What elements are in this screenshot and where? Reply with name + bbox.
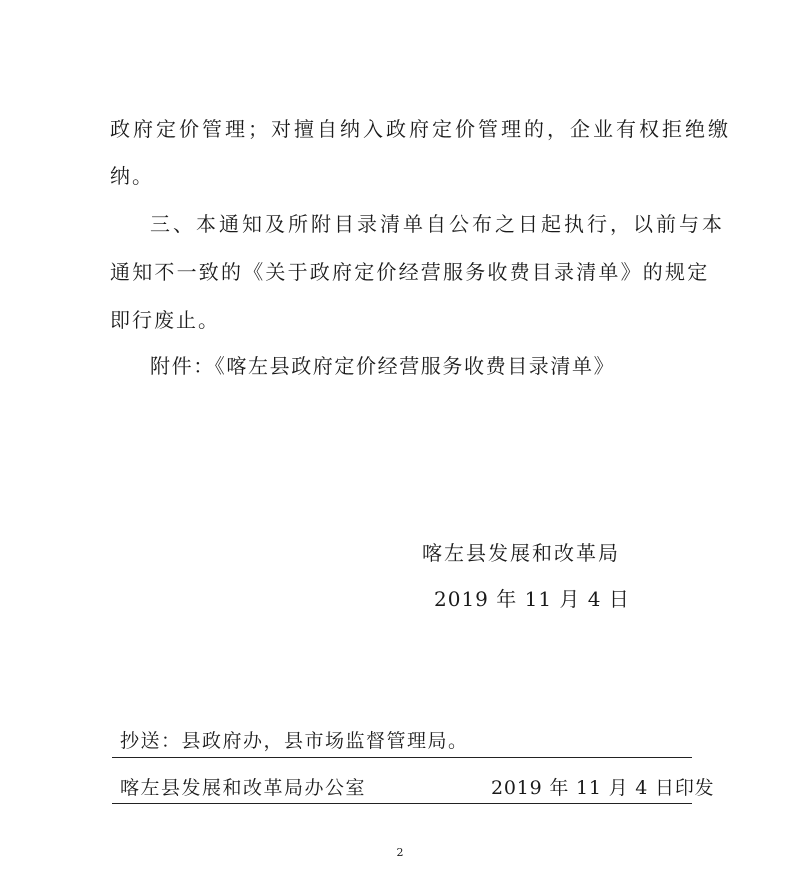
- paragraph-1-line-1: 政府定价管理；对擅自纳入政府定价管理的，企业有权拒绝缴: [110, 117, 731, 141]
- paragraph-1-line-2: 纳。: [110, 164, 154, 188]
- issue-date: 2019 年 11 月 4 日印发: [491, 777, 715, 799]
- issuing-office: 喀左县发展和改革局办公室: [120, 777, 367, 799]
- footer-divider-bottom: [112, 803, 692, 804]
- cc-line: 抄送：县政府办，县市场监督管理局。: [120, 730, 469, 752]
- attachment-line: 附件：《喀左县政府定价经营服务收费目录清单》: [150, 354, 616, 378]
- paragraph-2-line-3: 即行废止。: [110, 308, 220, 332]
- footer-divider-middle: [112, 757, 692, 758]
- signature-issuer: 喀左县发展和改革局: [422, 541, 620, 565]
- signature-date: 2019 年 11 月 4 日: [434, 587, 630, 611]
- paragraph-2-line-1: 三、本通知及所附目录清单自公布之日起执行，以前与本: [150, 212, 725, 236]
- page-number: 2: [396, 846, 404, 859]
- paragraph-2-line-2: 通知不一致的《关于政府定价经营服务收费目录清单》的规定: [110, 260, 710, 284]
